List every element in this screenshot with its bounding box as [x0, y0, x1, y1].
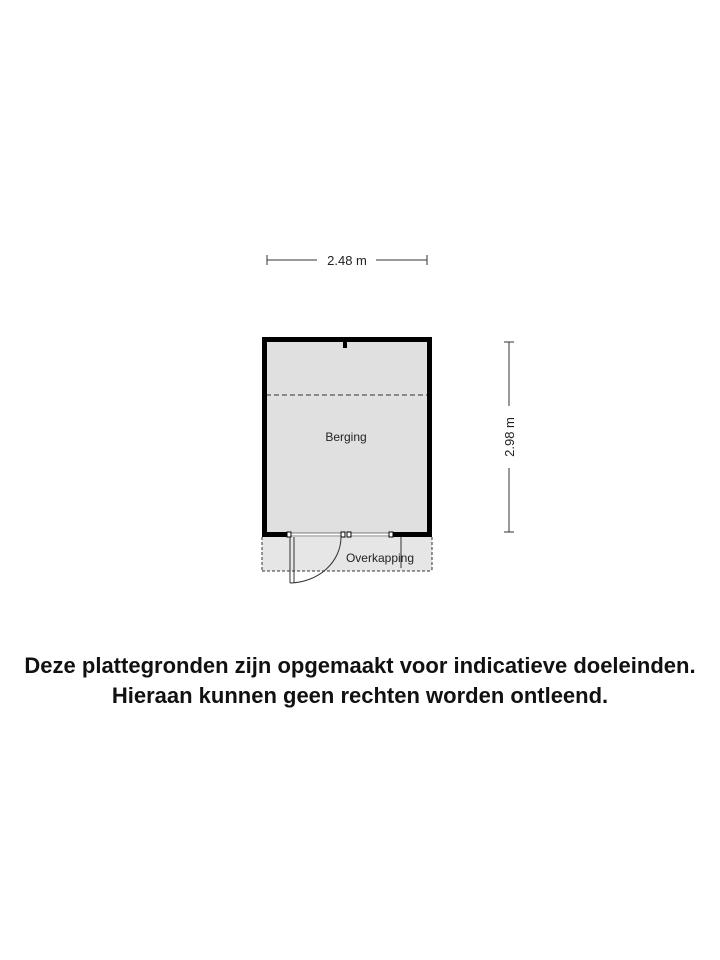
overkapping-label: Overkapping: [345, 551, 415, 565]
disclaimer-line-1: Deze plattegronden zijn opgemaakt voor indicatieve doeleinden.: [24, 653, 696, 678]
berging-label: Berging: [325, 430, 367, 444]
width-label: 2.48 m: [327, 253, 367, 268]
width-dimension: [267, 253, 427, 268]
door-opening: [287, 532, 393, 537]
depth-dimension: [502, 342, 517, 532]
depth-label: 2.98 m: [502, 417, 517, 457]
overkapping-area: [262, 537, 432, 571]
disclaimer-line-2: Hieraan kunnen geen rechten worden ontleend.: [111, 683, 609, 708]
